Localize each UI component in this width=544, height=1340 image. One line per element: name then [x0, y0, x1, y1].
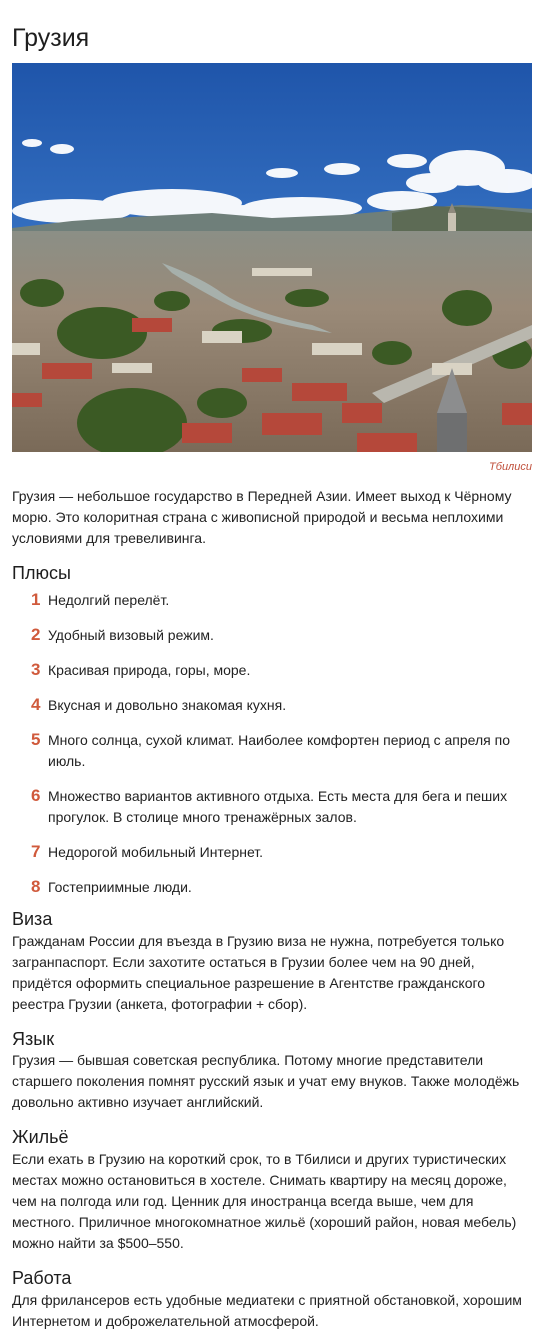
list-item-number: 2	[31, 625, 41, 644]
work-paragraph: Для фрилансеров есть удобные медиатеки с приятной обстановкой, хорошим Интернетом и доброжелательной атмосферой.	[12, 1292, 522, 1329]
list-item-number: 6	[31, 786, 41, 805]
list-item-text: Красивая природа, горы, море.	[48, 662, 251, 678]
list-item-text: Множество вариантов активного отдыха. Есть места для бега и пеших прогулок. В столице много тренажёрных залов.	[48, 788, 508, 825]
language-paragraph: Грузия — бывшая советская республика. Потому многие представители старшего поколения помнят русский язык и учат ему внуков. Также молодёжь довольно активно изучает английский.	[12, 1052, 520, 1110]
list-item-text: Удобный визовый режим.	[48, 627, 214, 643]
list-item-number: 4	[31, 695, 41, 714]
list-item-text: Вкусная и довольно знакомая кухня.	[48, 697, 287, 713]
list-item-number: 1	[31, 590, 41, 609]
housing-paragraph: Если ехать в Грузию на короткий срок, то в Тбилиси и других туристических местах можно остановиться в хостеле. Снимать квартиру на месяц дороже, чем на полгода или год. Ценник для иностранца всегда выше, чем для местного. Приличное многокомнатное жильё (хороший район, новая мебель) можно найти за $500–550.	[12, 1151, 517, 1251]
intro-paragraph: Грузия — небольшое государство в Передней Азии. Имеет выход к Чёрному морю. Это колоритная страна с живописной природой и весьма неплохими условиями для тревеливинга.	[12, 488, 512, 546]
list-item-text: Недолгий перелёт.	[48, 592, 170, 608]
visa-heading: Виза	[12, 909, 53, 929]
list-item-number: 3	[31, 660, 41, 679]
page-title: Грузия	[12, 24, 90, 52]
photo-caption: Тбилиси	[489, 461, 532, 473]
list-item-number: 8	[31, 877, 41, 896]
language-heading: Язык	[12, 1029, 55, 1049]
pros-heading: Плюсы	[12, 563, 71, 583]
work-heading: Работа	[12, 1268, 72, 1288]
tbilisi-photo	[12, 63, 532, 452]
list-item-number: 5	[31, 730, 41, 749]
housing-heading: Жильё	[12, 1127, 69, 1147]
list-item-text: Недорогой мобильный Интернет.	[48, 844, 264, 860]
list-item-text: Гостеприимные люди.	[48, 879, 192, 895]
visa-paragraph: Гражданам России для въезда в Грузию виза не нужна, потребуется только загранпаспорт. Если захотите остаться в Грузии более чем на 90 дней, придётся оформить специальное разрешение в Агентстве гражданского реестра Грузии (анкета, фотографии + сбор).	[12, 933, 505, 1012]
list-item-text: Много солнца, сухой климат. Наиболее комфортен период с апреля по июль.	[48, 732, 510, 769]
list-item-number: 7	[31, 842, 41, 861]
